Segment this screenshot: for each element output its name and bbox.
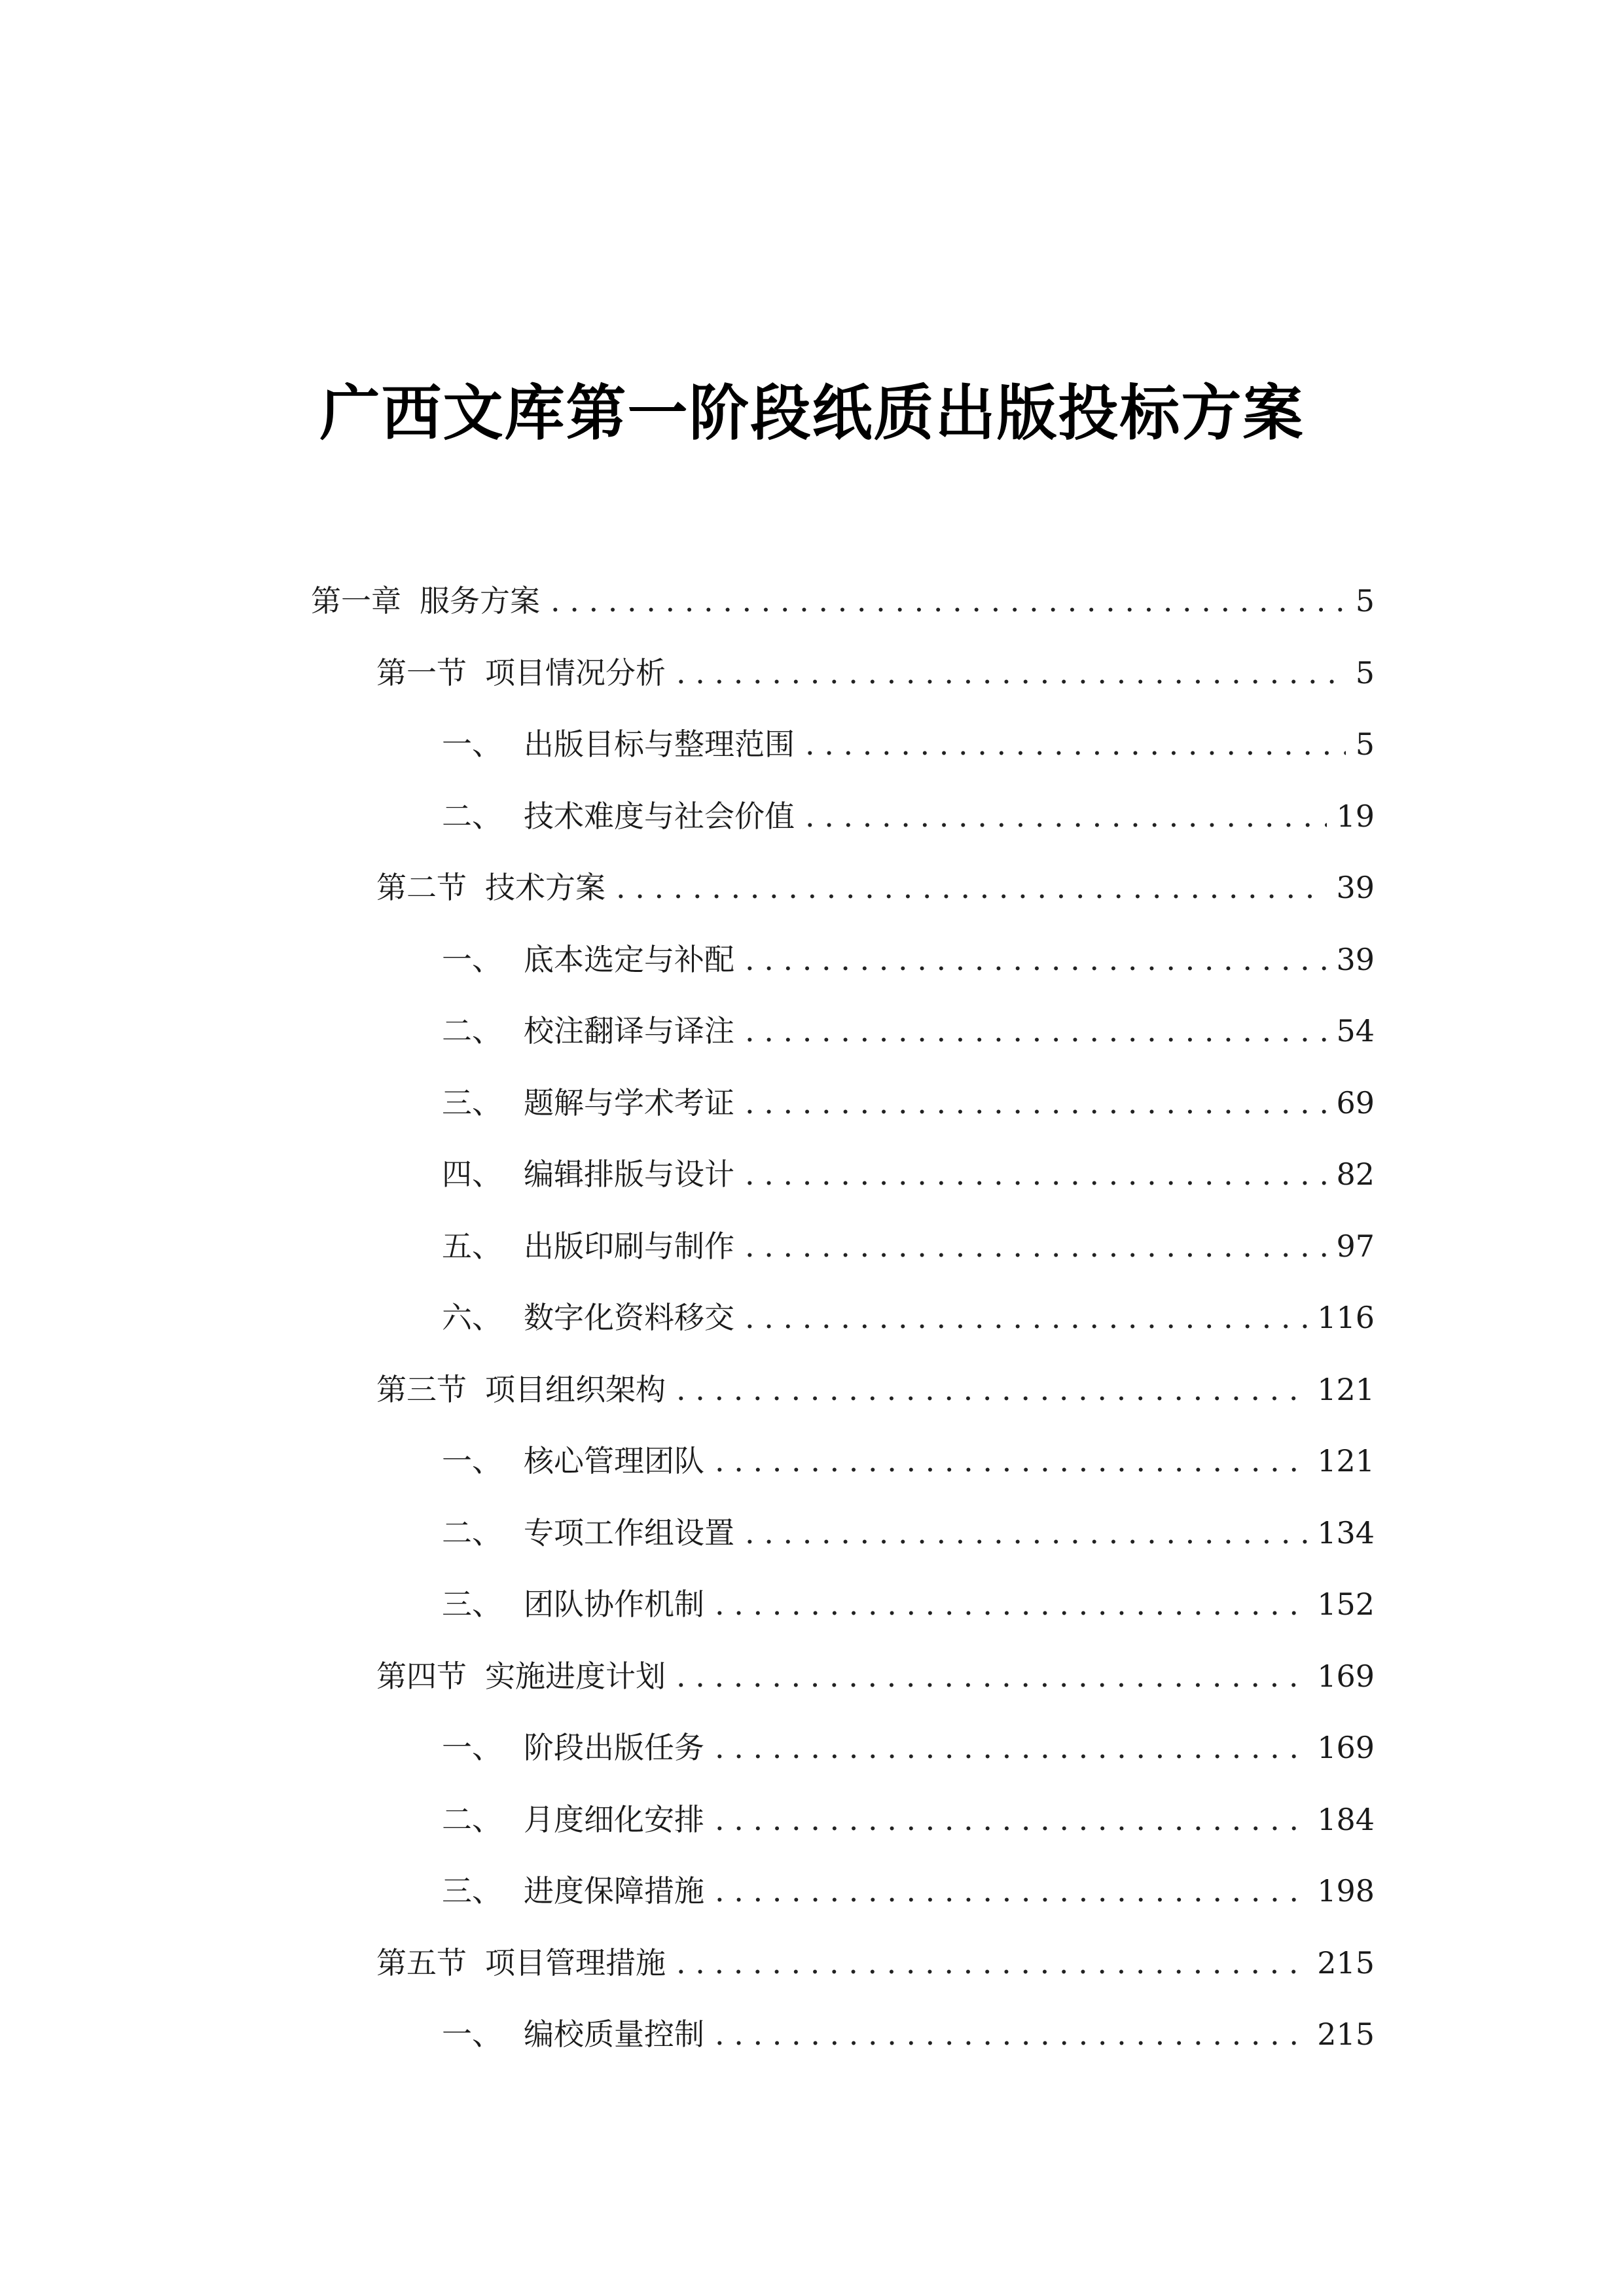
toc-dot-leader bbox=[745, 1291, 1308, 1344]
toc-entry[interactable] bbox=[442, 1507, 1375, 1559]
toc-page-number: 215 bbox=[1317, 2017, 1375, 2052]
toc-page-number: 39 bbox=[1336, 941, 1375, 977]
toc-page-number: 5 bbox=[1355, 583, 1375, 619]
toc-dot-leader bbox=[805, 718, 1346, 770]
toc-entry-title: 出版印刷与制作 bbox=[524, 1228, 734, 1264]
toc-entry-title: 题解与学术考证 bbox=[524, 1085, 734, 1121]
toc-dot-leader bbox=[715, 1578, 1308, 1630]
toc-entry[interactable] bbox=[442, 1220, 1375, 1272]
toc-page-number: 169 bbox=[1317, 1658, 1375, 1694]
toc-entry-number: 二、 bbox=[442, 1013, 502, 1049]
toc-entry[interactable] bbox=[376, 1363, 1375, 1416]
toc-entry-title: 阶段出版任务 bbox=[524, 1730, 704, 1765]
toc-dot-leader bbox=[745, 1148, 1327, 1200]
toc-entry-number: 一、 bbox=[442, 726, 502, 762]
toc-entry-title: 编辑排版与设计 bbox=[524, 1157, 734, 1192]
toc-entry[interactable] bbox=[442, 1578, 1375, 1630]
toc-entry[interactable] bbox=[442, 1721, 1375, 1774]
toc-dot-leader bbox=[715, 1793, 1308, 1846]
toc-page-number: 54 bbox=[1336, 1013, 1375, 1049]
toc-entry-number: 三、 bbox=[442, 1587, 502, 1622]
toc-entry[interactable] bbox=[376, 1650, 1375, 1702]
toc-entry-number: 第三节 bbox=[376, 1371, 467, 1407]
toc-entry[interactable] bbox=[442, 1077, 1375, 1129]
toc-entry-number: 第四节 bbox=[376, 1658, 467, 1694]
toc-entry-number: 第五节 bbox=[376, 1945, 467, 1981]
toc-dot-leader bbox=[715, 1865, 1308, 1917]
toc-dot-leader bbox=[676, 1937, 1308, 1989]
toc-entry[interactable] bbox=[376, 861, 1375, 914]
toc-entry-title: 数字化资料移交 bbox=[524, 1300, 734, 1335]
toc-page-number: 169 bbox=[1317, 1730, 1375, 1765]
toc-page-number: 82 bbox=[1336, 1157, 1375, 1192]
toc-entry[interactable] bbox=[376, 1937, 1375, 1989]
page-title: 广西文库第一阶段纸质出版投标方案 bbox=[319, 378, 1305, 448]
toc-entry-number: 五、 bbox=[442, 1228, 502, 1264]
toc-page-number: 116 bbox=[1317, 1300, 1375, 1335]
toc-entry-number: 一、 bbox=[442, 1730, 502, 1765]
toc-entry-number: 三、 bbox=[442, 1085, 502, 1121]
toc-entry-number: 六、 bbox=[442, 1300, 502, 1335]
toc-entry-title: 团队协作机制 bbox=[524, 1587, 704, 1622]
toc-dot-leader bbox=[745, 933, 1327, 986]
toc-dot-leader bbox=[745, 1507, 1308, 1559]
toc-entry[interactable] bbox=[442, 718, 1375, 770]
toc-entry-title: 项目组织架构 bbox=[485, 1371, 666, 1407]
toc-entry[interactable] bbox=[442, 2008, 1375, 2060]
toc-entry-title: 编校质量控制 bbox=[524, 2017, 704, 2052]
toc-page-number: 39 bbox=[1336, 870, 1375, 905]
toc-dot-leader bbox=[745, 1077, 1327, 1129]
toc-entry[interactable] bbox=[442, 1005, 1375, 1057]
toc-entry-number: 第一章 bbox=[311, 583, 401, 619]
toc-page-number: 5 bbox=[1355, 655, 1375, 691]
toc-page-number: 215 bbox=[1317, 1945, 1375, 1981]
toc-page-number: 19 bbox=[1336, 798, 1375, 834]
toc-entry-title: 进度保障措施 bbox=[524, 1873, 704, 1909]
toc-page-number: 198 bbox=[1317, 1873, 1375, 1909]
toc-entry-title: 出版目标与整理范围 bbox=[524, 726, 795, 762]
toc-entry-title: 专项工作组设置 bbox=[524, 1515, 734, 1551]
toc-entry[interactable] bbox=[376, 647, 1375, 699]
toc-entry-number: 一、 bbox=[442, 2017, 502, 2052]
toc-entry-title: 实施进度计划 bbox=[485, 1658, 666, 1694]
toc-dot-leader bbox=[715, 1435, 1308, 1487]
toc-dot-leader bbox=[550, 575, 1346, 627]
toc-dot-leader bbox=[805, 790, 1327, 842]
toc-dot-leader bbox=[745, 1220, 1327, 1272]
toc-entry[interactable] bbox=[311, 575, 1375, 627]
toc-entry-title: 底本选定与补配 bbox=[524, 941, 734, 977]
toc-entry-title: 月度细化安排 bbox=[524, 1801, 704, 1837]
toc-page-number: 69 bbox=[1336, 1085, 1375, 1121]
toc-entry-title: 项目情况分析 bbox=[485, 655, 666, 691]
toc-page-number: 5 bbox=[1355, 726, 1375, 762]
toc-dot-leader bbox=[745, 1005, 1327, 1057]
toc-page-number: 134 bbox=[1317, 1515, 1375, 1551]
toc-entry-number: 第二节 bbox=[376, 870, 467, 905]
toc-dot-leader bbox=[676, 1650, 1308, 1702]
toc-dot-leader bbox=[715, 1721, 1308, 1774]
toc-entry-number: 二、 bbox=[442, 1801, 502, 1837]
toc-entry-number: 一、 bbox=[442, 941, 502, 977]
toc-page-number: 184 bbox=[1317, 1801, 1375, 1837]
toc-page-number: 152 bbox=[1317, 1587, 1375, 1622]
toc-entry-title: 核心管理团队 bbox=[524, 1443, 704, 1479]
toc-dot-leader bbox=[715, 2008, 1308, 2060]
toc-entry-number: 第一节 bbox=[376, 655, 467, 691]
toc-entry[interactable] bbox=[442, 1291, 1375, 1344]
toc-dot-leader bbox=[616, 861, 1327, 914]
toc-entry[interactable] bbox=[442, 790, 1375, 842]
toc-entry-title: 技术方案 bbox=[485, 870, 605, 905]
toc-entry[interactable] bbox=[442, 933, 1375, 986]
toc-entry-title: 服务方案 bbox=[420, 583, 540, 619]
toc-entry-title: 技术难度与社会价值 bbox=[524, 798, 795, 834]
toc-page-number: 121 bbox=[1317, 1371, 1375, 1407]
toc-page-number: 97 bbox=[1336, 1228, 1375, 1264]
toc-entry-number: 一、 bbox=[442, 1443, 502, 1479]
toc-entry[interactable] bbox=[442, 1865, 1375, 1917]
toc-entry-number: 四、 bbox=[442, 1157, 502, 1192]
toc-dot-leader bbox=[676, 1363, 1308, 1416]
toc-entry[interactable] bbox=[442, 1148, 1375, 1200]
toc-entry[interactable] bbox=[442, 1793, 1375, 1846]
toc-entry-title: 校注翻译与译注 bbox=[524, 1013, 734, 1049]
toc-entry-number: 三、 bbox=[442, 1873, 502, 1909]
toc-page-number: 121 bbox=[1317, 1443, 1375, 1479]
toc-entry-number: 二、 bbox=[442, 1515, 502, 1551]
toc-dot-leader bbox=[676, 647, 1346, 699]
toc-entry-title: 项目管理措施 bbox=[485, 1945, 666, 1981]
toc-entry-number: 二、 bbox=[442, 798, 502, 834]
toc-entry[interactable] bbox=[442, 1435, 1375, 1487]
